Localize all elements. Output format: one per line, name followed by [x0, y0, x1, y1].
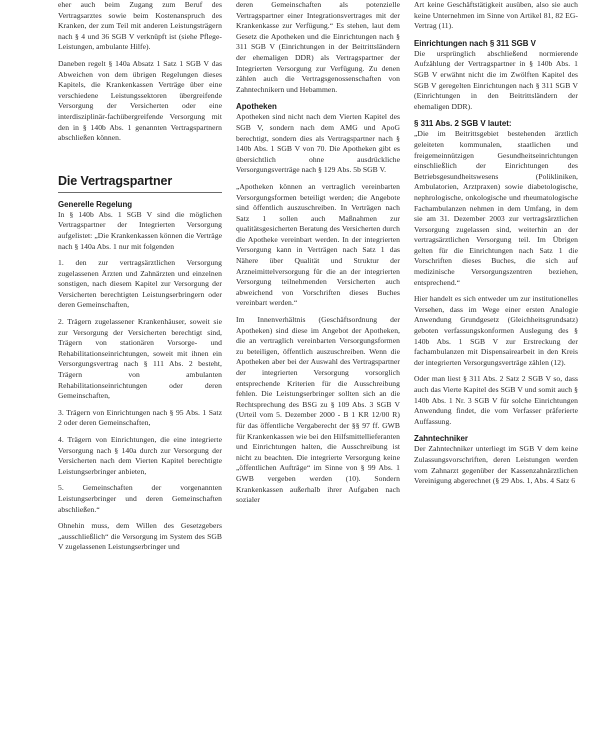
paragraph: Oder man liest § 311 Abs. 2 Satz 2 SGB V so, dass auch das Vierte Kapitel des SGB V und somit auch § 140b Abs. 1 Nr. 3 SGB V für solche Einrichtungen Anwendung findet, die vom Verfasser präferierte Auffassung. [414, 374, 578, 426]
paragraph: Im Innenverhältnis (Geschäftsordnung der Apotheken) sind diese im Angebot der Apotheken, die an vertraglich vereinbarten Versorgungsformen zu beteiligen, öffentlich auszuschreiben. Wenn die Apotheken aber bei der Auswahl des Vertragspartner der integrierten Versorgung vorsorglich entsprechende Kriterien für die Ausschreibung fehlen. Die Leistungserbringer sollten sich an die Rechtsprechung des BSG zu § 109 Abs. 3 SGB V (Urteil vom 5. Dezember 2000 - B 1 KR 12/00 R) für das öffentliche Vergaberecht der §§ 97 ff. GWB für Krankenkassen wie bei den Hilfsmittellieferanten und Einrichtungen halten, die Ausschreibung ist nicht zu beachten. Die integrierte Versorgung keine „öffentlichen Aufträge“ im Sinne von § 99 Abs. 1 GWB vergeben werden (10). Sondern Krankenkassen außerhalb ihrer Aufgaben nach sozialer [236, 315, 400, 505]
list-item: 5. Gemeinschaften der vorgenannten Leistungserbringer und deren Gemeinschaften abschließen.“ [58, 483, 222, 514]
subheading: Apotheken [236, 102, 277, 112]
list-item: 1. den zur vertragsärztlichen Versorgung zugelassenen Ärzten und Zahnärzten und einzelnen sonstigen, nach diesem Kapitel zur Versorgung der Versicherten berechtigten Leistungserbringern oder deren Gemeinschaften, [58, 258, 222, 310]
column-middle [236, 0, 400, 746]
quote-paragraph: „Die im Beitrittsgebiet bestehenden ärztlich geleiteten kommunalen, staatlichen und freigemeinnützigen Gesundheitseinrichtungen einschließlich der Einrichtungen des Betriebsgesundheitswesens (Polikliniken, Ambulatorien, Arztpraxen) sowie diabetologische, nephrologische, onkologische und rheumatologische Fachambulanzen nehmen in dem Umfang, in dem sie am 31. Dezember 2003 zur vertragsärztlichen Versorgung zugelassen sind, weiterhin an der vertragsärztlichen Versorgung teil. Im Übrigen gelten für die Einrichtungen nach Satz 1 die Vorschriften dieses Buches, die sich auf medizinische Versorgungszentren beziehen, entsprechend.“ [414, 129, 578, 287]
paragraph: Der Zahntechniker unterliegt im SGB V dem keine Zulassungsvorschriften, deren Leistungen werden vom Zahnarzt gegenüber der Kassenzahnärztlichen Vereinigung abgerechnet (§ 29 Abs. 1, Abs. 4 Satz 6 [414, 444, 578, 486]
section-title: Die Vertragspartner [58, 173, 173, 188]
paragraph: Hier handelt es sich entweder um zur institutionelles Versehen, dass im Wege einer ersten Analogie Anwendung Grundgesetz (Gleichheitsgrundsatz) geboten verfassungskonformen Auslegung des § 140b Abs. 1 SGB V zur Erstreckung der fachambulanzen mit Dispensairearbeit in den Kreis der integrierten Versorgungsverträge zählen (12). [414, 294, 578, 367]
subheading: Generelle Regelung [58, 199, 133, 209]
subheading: § 311 Abs. 2 SGB V lautet: [414, 119, 512, 129]
paragraph: Art keine Geschäftstätigkeit ausüben, also sie auch keine Unternehmen im Sinne von Artikel 81, 82 EG-Vertrag (11). [414, 0, 578, 31]
list-item: 4. Trägern von Einrichtungen, die eine integrierte Versorgung nach § 140a durch zur Versorgung der Versicherten nach dem Vierten Kapitel berechtigte Leistungserbringer anbieten, [58, 435, 222, 476]
list-item: 2. Trägern zugelassener Krankenhäuser, soweit sie zur Versorgung der Versicherten berechtigt sind, Trägern von stationären Vorsorge- und Rehabilitationseinrichtungen, soweit mit ihnen ein Versorgungsvertrag nach § 111 Abs. 2 besteht, Trägern von ambulanten Rehabilitationseinrichtungen oder deren Gemeinschaften, [58, 317, 222, 401]
list-item: 3. Trägern von Einrichtungen nach § 95 Abs. 1 Satz 2 oder deren Gemeinschaften, [58, 407, 222, 428]
paragraph: Die ursprünglich abschließend normierende Aufzählung der Vertragspartner in § 140b Abs. 1 SGB V erwähnt nicht die im Zwölften Kapitel des SGB V geregelten Einrichtungen nach § 311 SGB V (Einrichtungen in den Beitrittsländern der ehemaligen DDR). [414, 48, 578, 111]
paragraph: Ohnehin muss, dem Willen des Gesetzgebers „ausschließlich“ die Versorgung im System des SGB V zugelassenen Leistungserbringer und [58, 521, 222, 552]
paragraph: eher auch beim Zugang zum Beruf des Vertragsarztes sowie beim Kostenanspruch des Kranken, der zum Teil mit anderen Leistungsträgern nach § 4 und 36 SGB V verknüpft ist (siehe Pflege-Leistungen, ambulante Hilfe). [58, 0, 222, 52]
quote-paragraph: „Apotheken können an vertraglich vereinbarten Versorgungsformen beteiligt werden; die Angebote sind öffentlich auszuschreiben. In Verträgen nach Satz 1 sollen auch Maßnahmen zur qualitätsgesicherten Beratung des Versicherten durch die Apotheke vereinbart werden. In der integrierten Versorgung kann in Verträgen nach Satz 1 das Nähere über Qualität und Struktur der Arzneimittelversorgung für die an der integrierten Versorgung teilnehmenden Versicherten auch abweichend von Vorschriften dieses Buches vereinbart werden.“ [236, 181, 400, 308]
subheading: Einrichtungen nach § 311 SGB V [414, 38, 536, 48]
subheading: Zahntechniker [414, 434, 468, 444]
paragraph: Daneben regelt § 140a Absatz 1 Satz 1 SGB V das Abweichen von dem übrigen Regelungen dieses Kapitels, die Krankenkassen Verträge über eine verschiedene Leistungssektoren übergreifende Versorgung der Versicherten oder eine interdisziplinär-fachübergreifende Versorgung mit den in § 140b Abs. 1 genannten Vertragspartnern abschließen können. [58, 58, 222, 143]
column-right [414, 0, 578, 746]
spacer [58, 150, 222, 164]
paragraph: Apotheken sind nicht nach dem Vierten Kapitel des SGB V, sondern nach dem AMG und ApoG berechtigt, sondern dies als Vertragspartner nach § 140b Abs. 1 SGB V von 70. Die Apotheken gibt es übersichtlich ohne ausdrückliche Versorgungsverträge nach § 129 Abs. 5b SGB V. [236, 112, 400, 175]
column-left [58, 0, 222, 746]
paragraph: In § 140b Abs. 1 SGB V sind die möglichen Vertragspartner der Integrierten Versorgung aufgelistet: „Die Krankenkassen können die Verträge nach § 140a Abs. 1 nur mit folgenden [58, 209, 222, 251]
paragraph: deren Gemeinschaften als potenzielle Vertragspartner einer Integrationsvertrages mit der Krankenkasse zur Verfügung.“ Es stehen, laut dem Gesetz die Apotheken und die Einrichtungen nach § 311 SGB V (Einrichtungen in der Beitrittsländern der ehemaligen DDR) als Vertragspartner der Integrierten Versorgung zur Verfügung. Zu denen zählen auch die Vertragsgenossenschaften von Zahntechnikern und Hebammen. [236, 0, 400, 94]
section-rule [58, 192, 222, 193]
